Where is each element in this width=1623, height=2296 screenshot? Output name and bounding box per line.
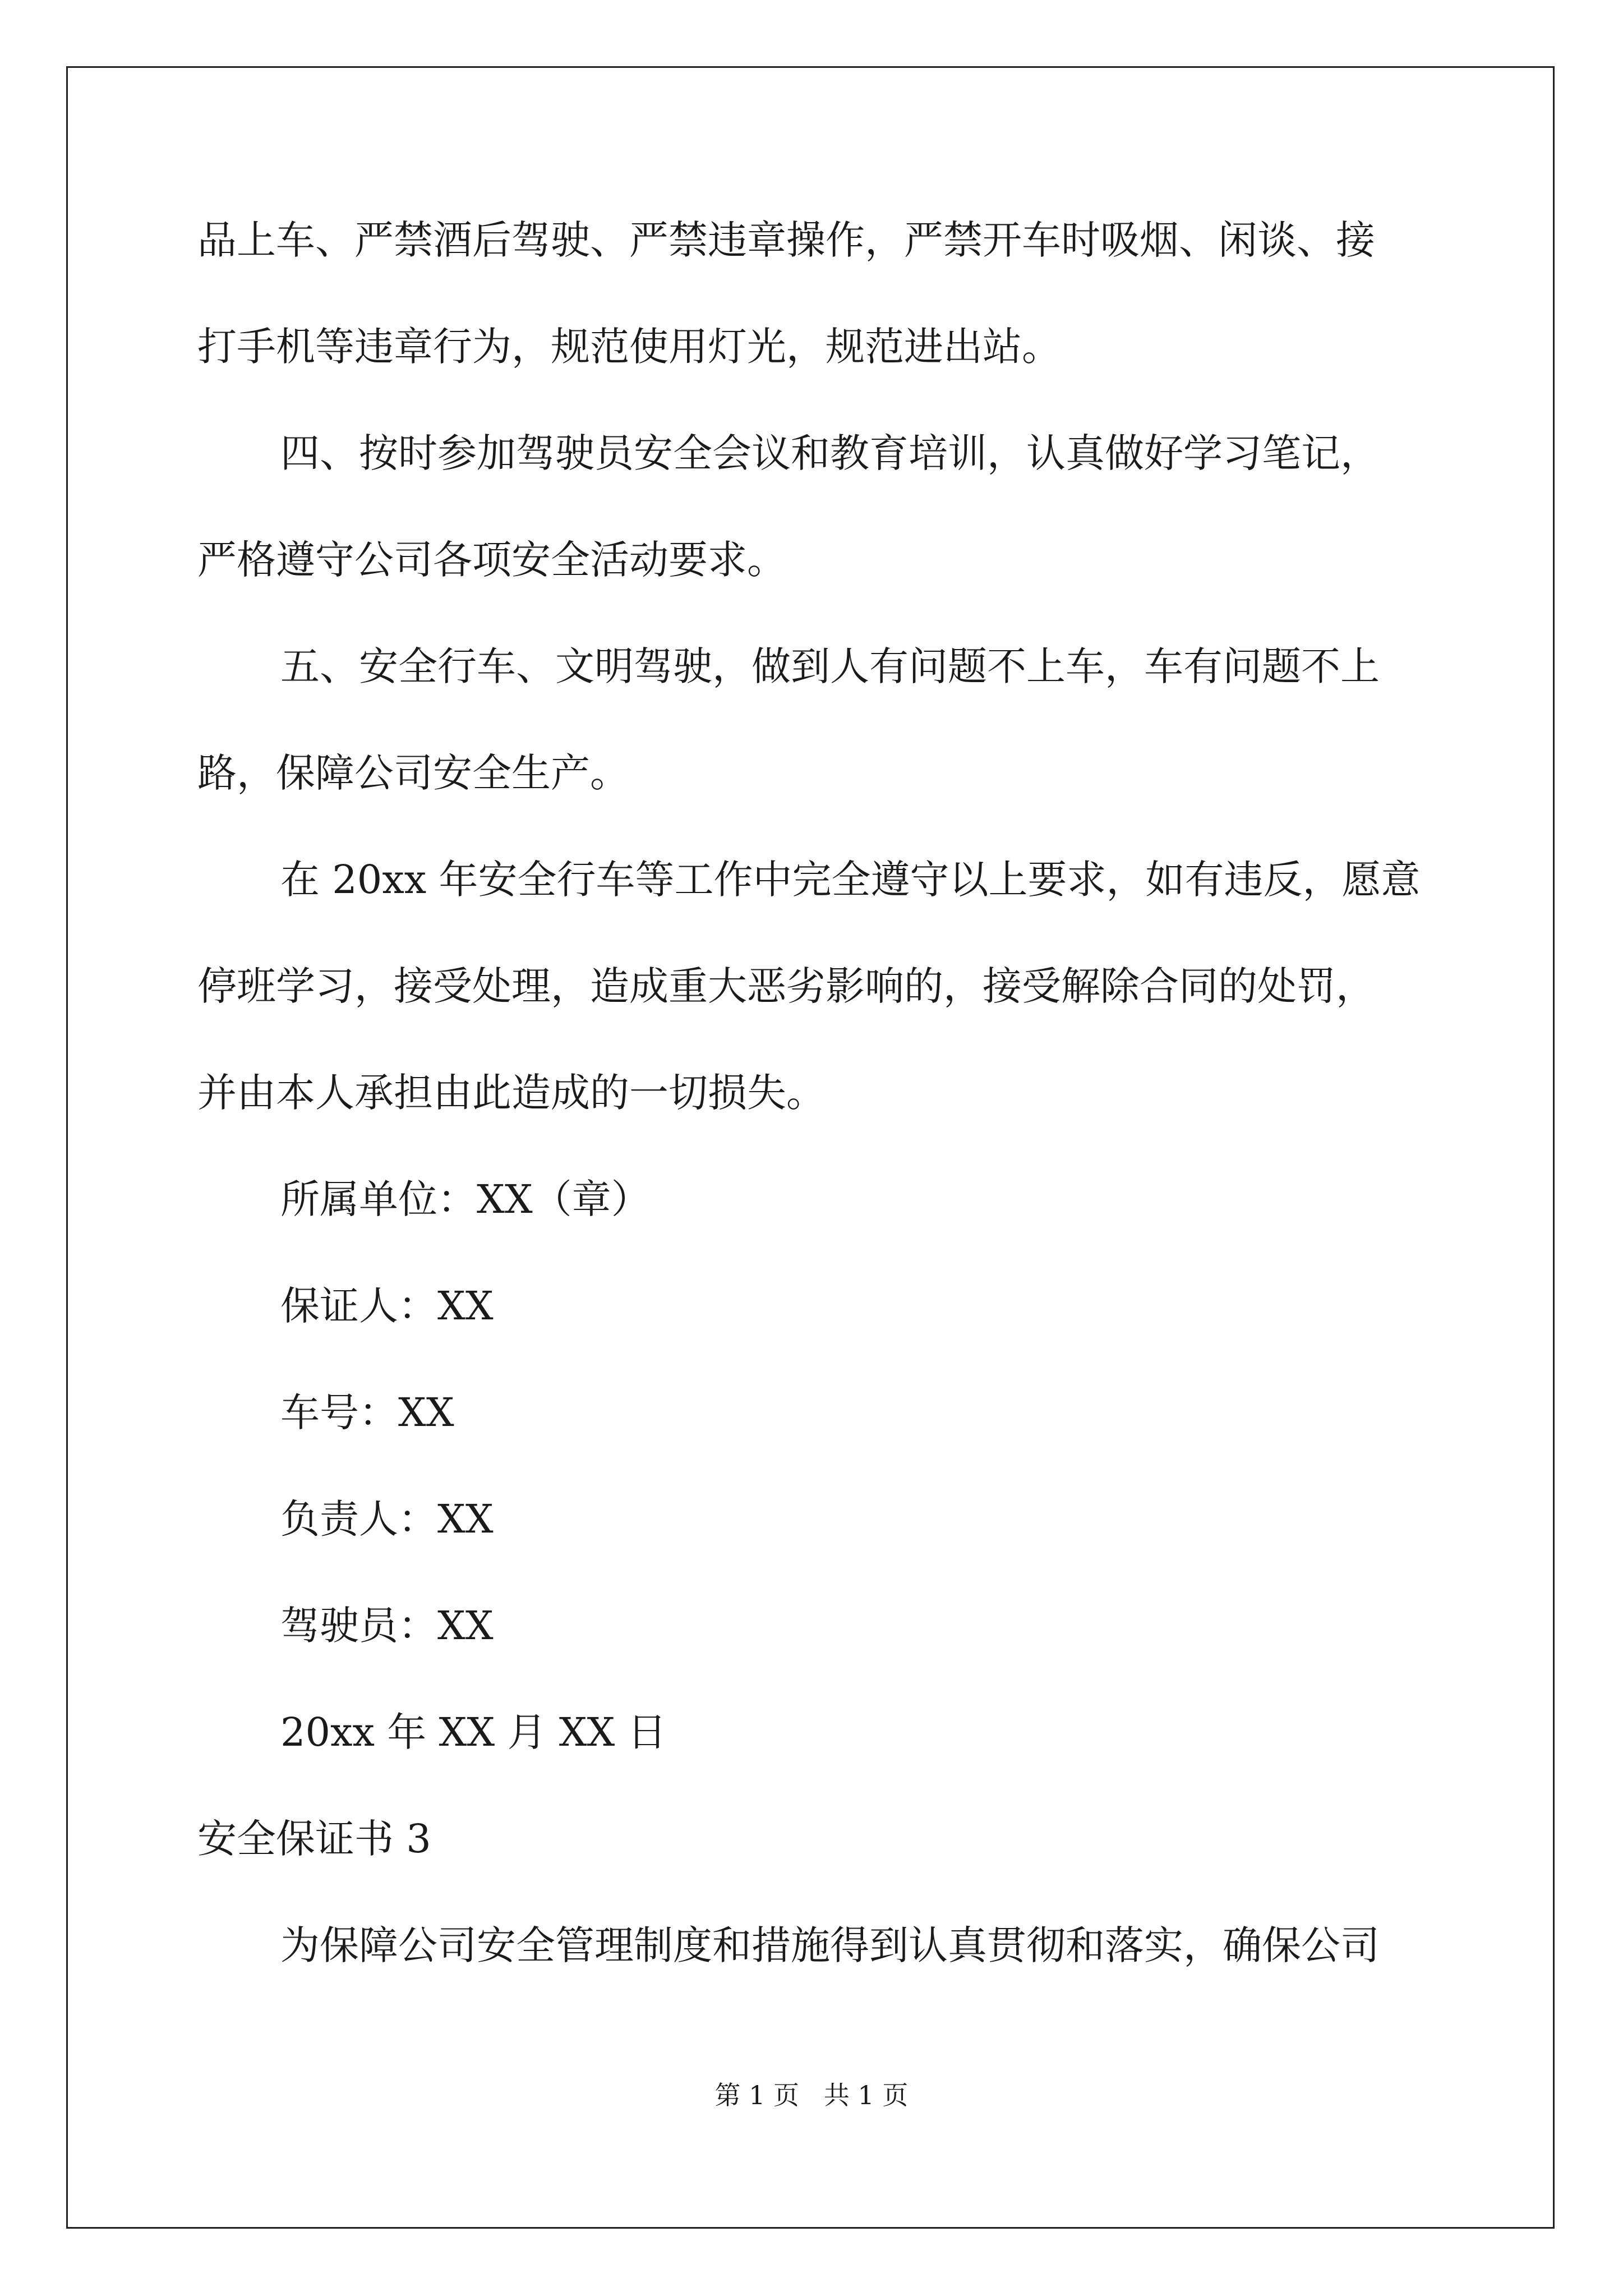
body-line: 严格遵守公司各项安全活动要求。 (197, 537, 786, 583)
field-date: 20xx 年 XX 月 XX 日 (280, 1709, 667, 1755)
paragraph-four: 四、按时参加驾驶员安全会议和教育培训，认真做好学习笔记， (280, 430, 1380, 476)
page-footer: 第 1 页 共 1 页 (714, 2080, 909, 2110)
body-line: 路，保障公司安全生产。 (197, 750, 629, 796)
section-heading: 安全保证书 3 (197, 1816, 431, 1862)
field-vehicle-number: 车号：XX (280, 1389, 454, 1435)
paragraph-intro: 为保障公司安全管理制度和措施得到认真贯彻和落实，确保公司 (280, 1922, 1380, 1968)
paragraph-commitment: 在 20xx 年安全行车等工作中完全遵守以上要求，如有违反，愿意 (280, 857, 1421, 903)
page-border (66, 66, 1555, 2229)
field-driver: 驾驶员：XX (280, 1603, 494, 1649)
body-line: 停班学习，接受处理，造成重大恶劣影响的，接受解除合同的处罚， (197, 963, 1375, 1009)
field-guarantor: 保证人：XX (280, 1283, 494, 1329)
paragraph-five: 五、安全行车、文明驾驶，做到人有问题不上车，车有问题不上 (280, 643, 1380, 689)
body-line: 并由本人承担由此造成的一切损失。 (197, 1070, 826, 1116)
field-unit: 所属单位：XX（章） (280, 1176, 651, 1222)
body-line: 品上车、严禁酒后驾驶、严禁违章操作，严禁开车时吸烟、闲谈、接 (197, 217, 1375, 263)
body-line: 打手机等违章行为，规范使用灯光，规范进出站。 (197, 324, 1061, 370)
field-responsible-person: 负责人：XX (280, 1496, 494, 1542)
